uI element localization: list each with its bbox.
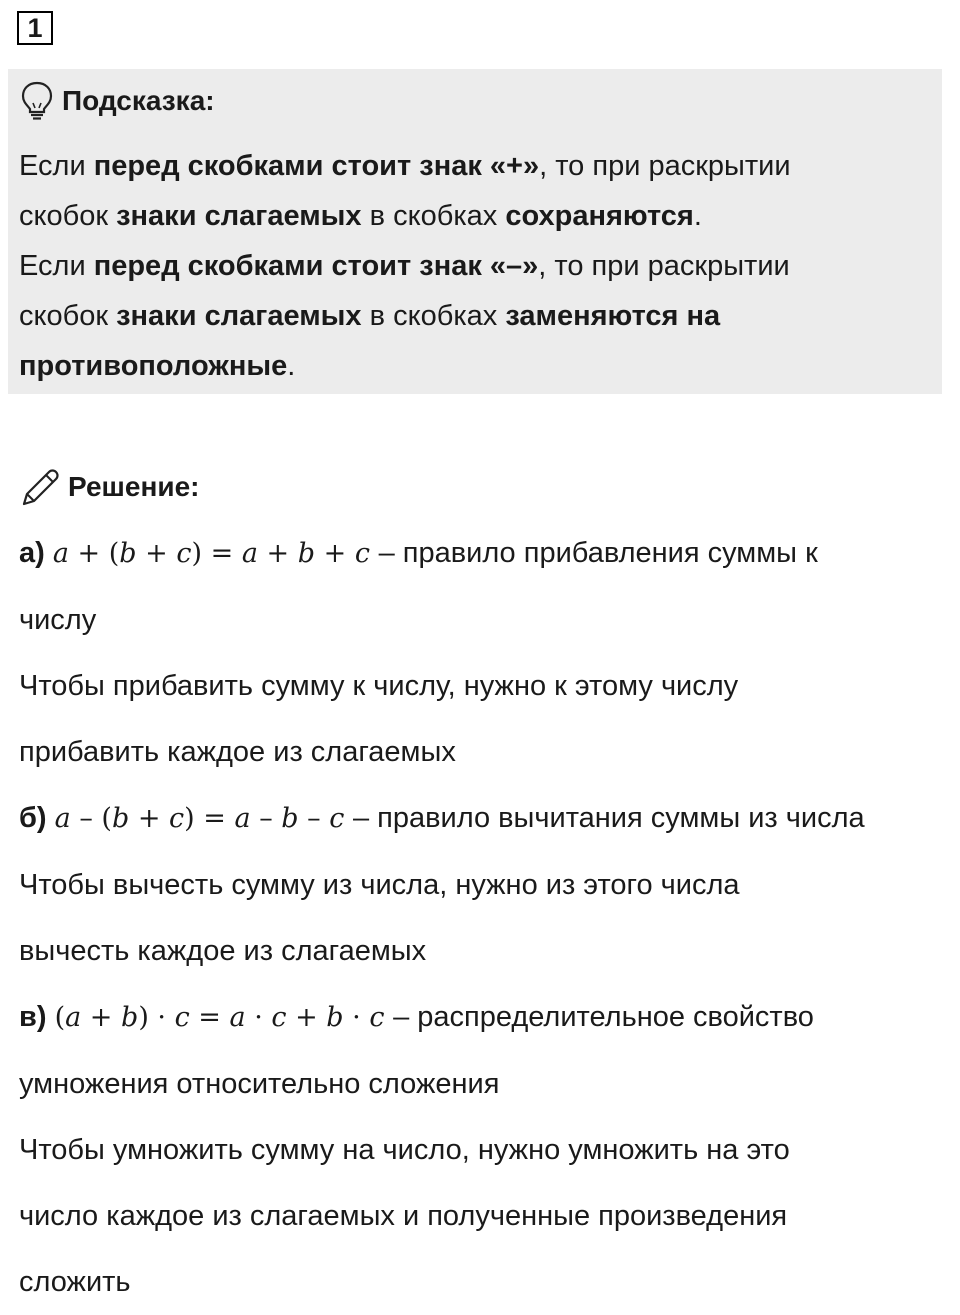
lightbulb-icon	[20, 81, 54, 121]
item-a-explain-line-1: Чтобы прибавить сумму к числу, нужно к этому числу	[19, 670, 739, 702]
item-a-rule-line-2: числу	[19, 604, 97, 636]
item-c-explain-line-2: число каждое из слагаемых и полученные произведения	[19, 1200, 788, 1232]
task-number: 1	[17, 11, 53, 45]
item-b-explain-line-1: Чтобы вычесть сумму из числа, нужно из этого числа	[19, 869, 740, 901]
item-a-explain-line-2: прибавить каждое из слагаемых	[19, 736, 456, 768]
hint-rule-minus-line-3: противоположные.	[19, 350, 296, 382]
hint-title: Подсказка:	[62, 85, 215, 116]
hint-rule-plus-line-1: Если перед скобками стоит знак «+», то при раскрытии	[19, 150, 791, 182]
hint-rule-plus-line-2: скобок знаки слагаемых в скобках сохраняются.	[19, 200, 702, 232]
solution-body	[19, 520, 954, 1315]
item-c-formula-line: в) (a + b) · c = a · c + b · c – распределительное свойство	[19, 1001, 814, 1033]
item-b-formula: a – (b + c) = a – b – c	[54, 803, 345, 834]
item-c-formula: (a + b) · c = a · c + b · c	[54, 1002, 385, 1033]
item-c-explain-line-3: сложить	[19, 1266, 131, 1298]
item-c-explain-line-1: Чтобы умножить сумму на число, нужно умножить на это	[19, 1134, 790, 1166]
item-a-formula: a + (b + c) = a + b + c	[52, 538, 370, 569]
hint-rule-minus-line-1: Если перед скобками стоит знак «–», то при раскрытии	[19, 250, 790, 282]
hint-text	[19, 141, 924, 391]
item-b-formula-line: б) a – (b + c) = a – b – c – правило вычитания суммы из числа	[19, 802, 865, 834]
item-c-rule-line-2: умножения относительно сложения	[19, 1068, 500, 1100]
hint-box	[8, 69, 942, 394]
solution-title: Решение:	[68, 471, 200, 502]
pencil-icon	[20, 466, 62, 508]
hint-rule-minus-line-2: скобок знаки слагаемых в скобках заменяются на	[19, 300, 721, 332]
solution-header	[20, 465, 199, 509]
item-a-formula-line: а) a + (b + c) = a + b + c – правило прибавления суммы к	[19, 537, 818, 569]
item-b-explain-line-2: вычесть каждое из слагаемых	[19, 935, 427, 967]
hint-header	[20, 81, 215, 121]
